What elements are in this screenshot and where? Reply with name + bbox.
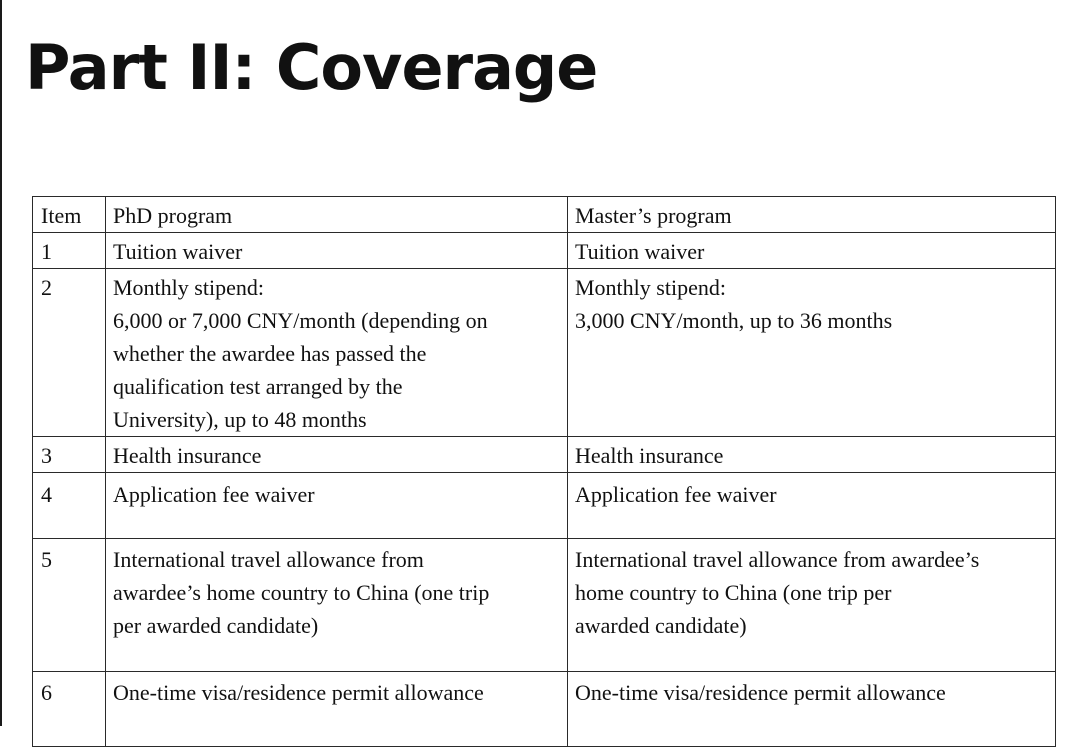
header-item: Item (33, 197, 106, 233)
row-masters-coverage: Tuition waiver (568, 233, 1056, 269)
table-header-row (33, 197, 1056, 233)
row-phd-coverage: Monthly stipend: 6,000 or 7,000 CNY/month (depending on whether the awardee has passed the qualification test arranged by the University), up to 48 months (106, 269, 568, 437)
table-row (33, 672, 1056, 747)
table-row (33, 233, 1056, 269)
row-masters-coverage: Monthly stipend: 3,000 CNY/month, up to 36 months (568, 269, 1056, 437)
coverage-table (32, 196, 1056, 747)
table-row (33, 269, 1056, 437)
row-item-number: 1 (33, 233, 106, 269)
row-phd-coverage: International travel allowance from awardee’s home country to China (one trip per awarded candidate) (106, 539, 568, 672)
table-row (33, 437, 1056, 473)
page-left-border (0, 0, 2, 726)
row-masters-coverage: Health insurance (568, 437, 1056, 473)
table-row (33, 539, 1056, 672)
row-item-number: 4 (33, 473, 106, 539)
row-item-number: 5 (33, 539, 106, 672)
row-masters-coverage: One-time visa/residence permit allowance (568, 672, 1056, 747)
row-phd-coverage: Tuition waiver (106, 233, 568, 269)
row-masters-coverage: Application fee waiver (568, 473, 1056, 539)
row-item-number: 6 (33, 672, 106, 747)
page-title: Part II: Coverage (25, 31, 598, 104)
row-phd-coverage: Health insurance (106, 437, 568, 473)
row-item-number: 3 (33, 437, 106, 473)
row-masters-coverage: International travel allowance from awardee’s home country to China (one trip per awarded candidate) (568, 539, 1056, 672)
row-phd-coverage: One-time visa/residence permit allowance (106, 672, 568, 747)
row-item-number: 2 (33, 269, 106, 437)
row-phd-coverage: Application fee waiver (106, 473, 568, 539)
header-phd-program: PhD program (106, 197, 568, 233)
table-row (33, 473, 1056, 539)
header-masters-program: Master’s program (568, 197, 1056, 233)
